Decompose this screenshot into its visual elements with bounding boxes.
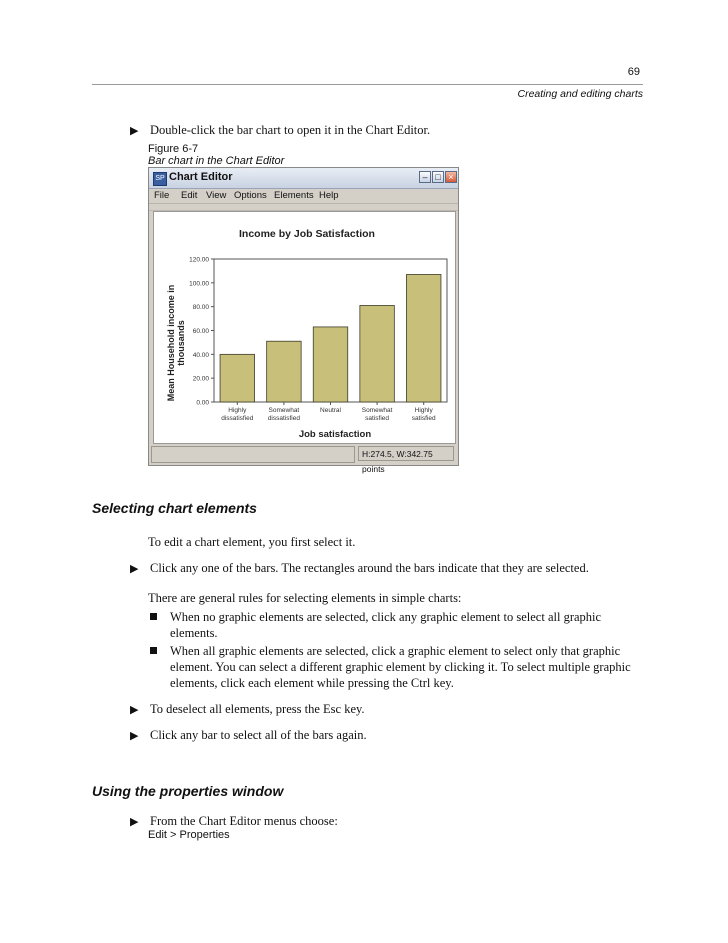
y-tick-label: 40.00 bbox=[192, 351, 209, 359]
selecting-intro: To edit a chart element, you first select it. bbox=[148, 535, 356, 549]
figure-label: Figure 6-7 bbox=[148, 143, 199, 155]
x-tick-label: dissatisfied bbox=[267, 415, 300, 422]
status-dimensions: H:274.5, W:342.75 points bbox=[358, 446, 454, 461]
window-titlebar[interactable] bbox=[149, 168, 458, 189]
section-heading-selecting: Selecting chart elements bbox=[92, 500, 257, 516]
y-axis-title-group bbox=[166, 285, 186, 402]
step-from-menus bbox=[130, 813, 338, 830]
y-tick-label: 0.00 bbox=[196, 399, 209, 407]
step-text: Double-click the bar chart to open it in the Chart Editor. bbox=[150, 123, 431, 137]
figure-caption: Bar chart in the Chart Editor bbox=[148, 155, 285, 167]
step-deselect bbox=[130, 701, 365, 718]
step-text: Click any one of the bars. The rectangles around the bars indicate that they are selected. bbox=[150, 561, 589, 575]
y-tick-label: 60.00 bbox=[192, 328, 209, 335]
x-tick-label: dissatisfied bbox=[221, 415, 254, 422]
menu-options[interactable]: Options bbox=[234, 190, 267, 201]
menu-bar bbox=[149, 188, 458, 204]
toolbar-strip bbox=[149, 204, 458, 211]
running-header: Creating and editing charts bbox=[517, 88, 643, 100]
step-open-editor bbox=[130, 122, 430, 139]
x-tick-label: Highly bbox=[228, 407, 247, 414]
chart-editor-window bbox=[148, 167, 459, 474]
status-bar bbox=[151, 446, 456, 474]
bar[interactable] bbox=[360, 305, 394, 402]
maximize-button[interactable]: □ bbox=[432, 171, 444, 183]
list-item-text: When no graphic elements are selected, click any graphic element to select all graphic elements. bbox=[170, 610, 602, 640]
plot-area bbox=[189, 257, 447, 423]
bar[interactable] bbox=[220, 354, 254, 402]
list-item bbox=[150, 609, 650, 643]
menu-help[interactable]: Help bbox=[319, 190, 339, 201]
step-arrow-icon: ▶ bbox=[130, 563, 139, 575]
app-icon: SP bbox=[153, 172, 167, 186]
step-text: To deselect all elements, press the Esc key. bbox=[150, 702, 365, 716]
menu-view[interactable]: View bbox=[206, 190, 227, 201]
y-axis-title-line-2: thousands bbox=[176, 320, 186, 366]
y-tick-label: 20.00 bbox=[192, 375, 209, 383]
chart-title: Income by Job Satisfaction bbox=[239, 228, 375, 240]
step-arrow-icon: ▶ bbox=[130, 816, 139, 828]
chart-canvas[interactable] bbox=[153, 211, 456, 444]
bar[interactable] bbox=[406, 274, 440, 402]
list-item bbox=[150, 643, 650, 693]
section-heading-properties: Using the properties window bbox=[92, 783, 284, 799]
x-tick-label: Somewhat bbox=[361, 407, 393, 414]
status-panel-left bbox=[151, 446, 355, 463]
step-arrow-icon: ▶ bbox=[130, 704, 139, 716]
bar-chart[interactable] bbox=[154, 212, 455, 443]
step-text: From the Chart Editor menus choose: bbox=[150, 814, 338, 828]
window-title: Chart Editor bbox=[169, 171, 233, 183]
square-bullet-icon bbox=[150, 613, 157, 620]
square-bullet-icon bbox=[150, 647, 157, 654]
step-arrow-icon: ▶ bbox=[130, 125, 139, 137]
step-arrow-icon: ▶ bbox=[130, 730, 139, 742]
bar[interactable] bbox=[313, 327, 347, 402]
menu-path: Edit > Properties bbox=[148, 829, 230, 841]
page-number: 69 bbox=[627, 66, 640, 78]
bar[interactable] bbox=[267, 341, 301, 402]
header-rule bbox=[92, 84, 643, 85]
x-tick-label: satisfied bbox=[365, 415, 390, 422]
rules-intro: There are general rules for selecting elements in simple charts: bbox=[148, 591, 462, 605]
menu-file[interactable]: File bbox=[154, 190, 170, 201]
step-select-all bbox=[130, 727, 367, 744]
x-tick-label: Highly bbox=[414, 407, 433, 414]
minimize-button[interactable]: – bbox=[419, 171, 431, 183]
y-tick-label: 80.00 bbox=[192, 304, 209, 312]
y-tick-label: 100.00 bbox=[189, 280, 209, 288]
x-tick-label: satisfied bbox=[411, 415, 436, 422]
menu-edit[interactable]: Edit bbox=[181, 190, 198, 201]
menu-elements[interactable]: Elements bbox=[274, 190, 314, 201]
y-tick-label: 120.00 bbox=[189, 256, 209, 264]
y-axis-title-line-1: Mean Household income in bbox=[166, 284, 176, 402]
x-tick-label: Somewhat bbox=[268, 407, 300, 414]
x-axis-title: Job satisfaction bbox=[298, 429, 372, 440]
step-click-bar bbox=[130, 560, 589, 577]
close-button[interactable]: × bbox=[445, 171, 457, 183]
x-tick-label: Neutral bbox=[320, 407, 341, 414]
list-item-text: When all graphic elements are selected, click a graphic element to select only that graphic element. You can select a different graphic element by clicking it. To select multiple graphic elements, click each element while pressing the Ctrl key. bbox=[170, 644, 631, 690]
step-text: Click any bar to select all of the bars again. bbox=[150, 728, 367, 742]
